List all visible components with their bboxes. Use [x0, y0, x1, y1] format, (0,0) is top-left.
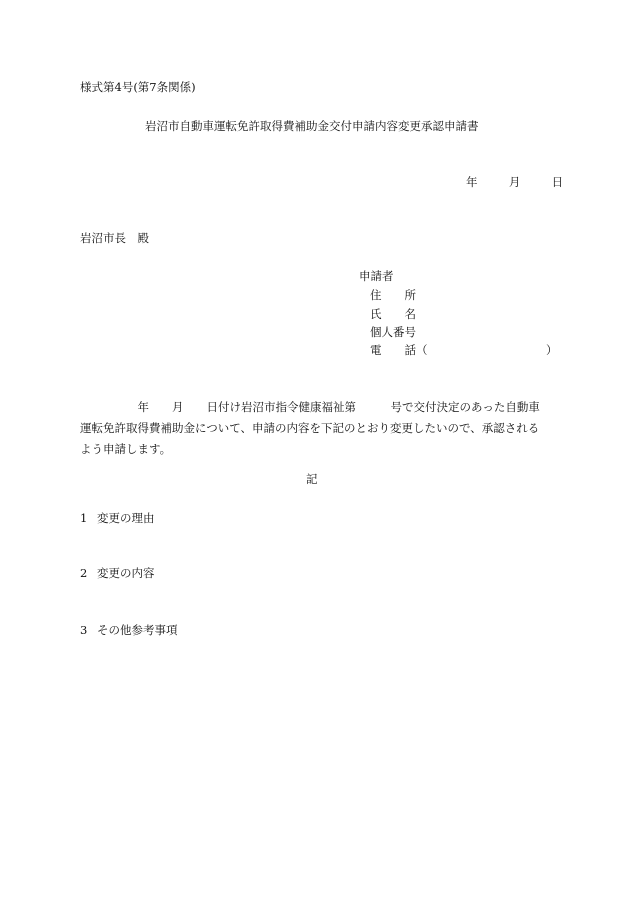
phone-row: [370, 342, 558, 358]
paragraph-line-1: 年 月 日付け岩沼市指令健康福祉第 号で交付決定のあった自動車: [80, 400, 540, 414]
applicant-label: 申請者: [359, 269, 394, 283]
item-label: 変更の理由: [97, 511, 155, 525]
paragraph-line-2: 運転免許取得費補助金について、申請の内容を下記のとおり変更したいので、承認される: [80, 421, 540, 435]
item-number: 2: [80, 566, 88, 580]
date-year: 年: [466, 175, 478, 189]
form-number: 様式第4号(第7条関係): [80, 80, 196, 94]
request-paragraph: [80, 397, 560, 460]
item-change-content: [80, 567, 155, 581]
paragraph-line-3: よう申請します。: [80, 442, 172, 456]
name-label: 氏 名: [370, 307, 416, 321]
date-line: [466, 176, 563, 190]
item-other-reference: [80, 624, 178, 638]
document-title: 岩沼市自動車運転免許取得費補助金交付申請内容変更承認申請書: [145, 119, 479, 133]
address-label: 住 所: [370, 288, 416, 302]
addressee: 岩沼市長 殿: [80, 231, 149, 245]
item-label: 変更の内容: [97, 566, 155, 580]
item-number: 1: [80, 511, 88, 525]
item-number: 3: [80, 623, 88, 637]
item-label: その他参考事項: [97, 623, 178, 637]
date-day: 日: [551, 175, 564, 189]
item-change-reason: [80, 512, 155, 526]
phone-label: 電 話（: [370, 343, 428, 357]
phone-close-paren: ）: [546, 343, 558, 357]
notation-heading: 記: [306, 472, 318, 486]
date-month: 月: [508, 175, 521, 189]
personal-number-label: 個人番号: [370, 325, 416, 339]
